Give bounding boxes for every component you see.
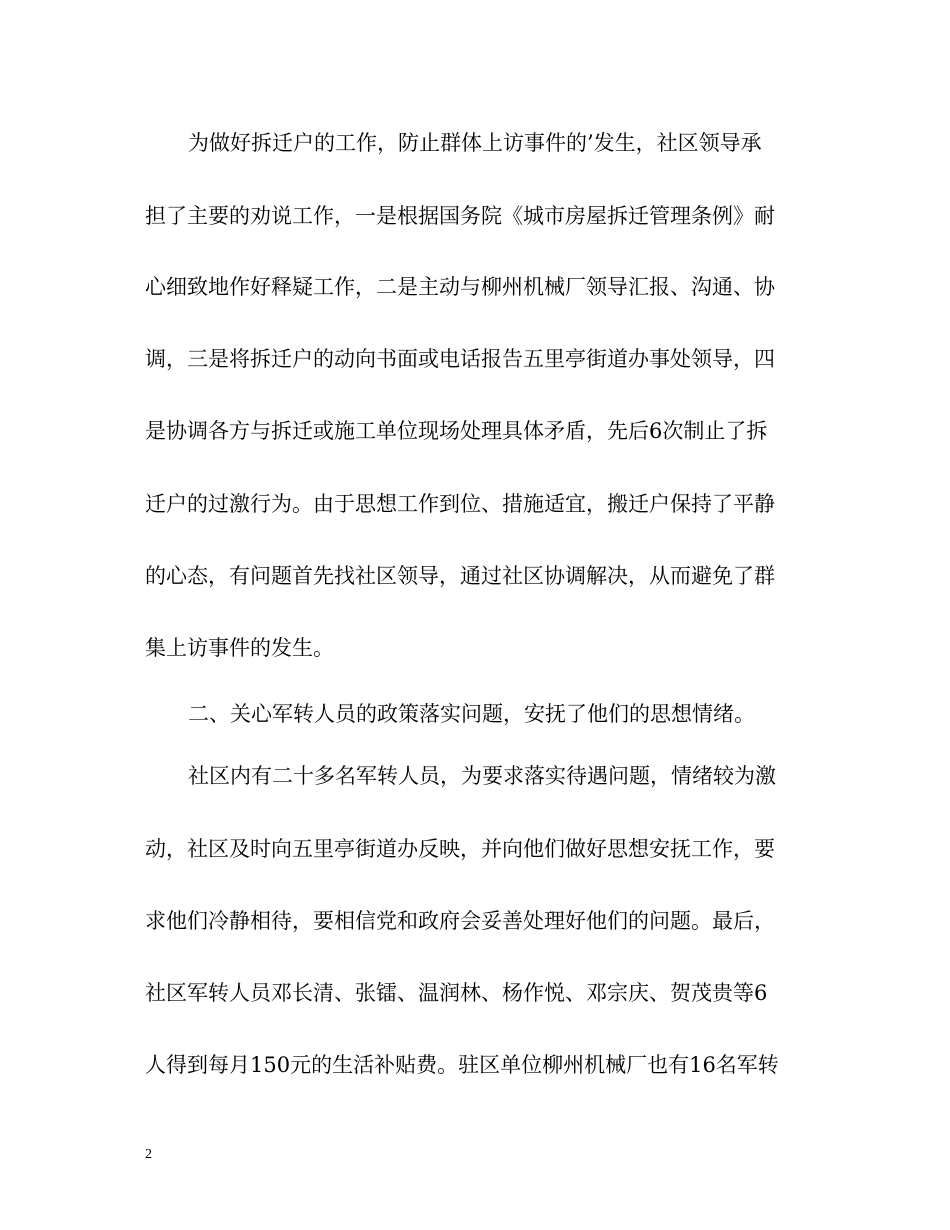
paragraph-2-line-5: 人得到每月150元的生活补贴费。驻区单位柳州机械厂也有16名军转 — [145, 1053, 779, 1077]
paragraph-2-line-1: 社区内有二十多名军转人员，为要求落实待遇问题，情绪较为激 — [188, 764, 776, 788]
paragraph-2-line-3: 求他们冷静相待，要相信党和政府会妥善处理好他们的问题。最后， — [145, 909, 775, 933]
paragraph-1-line-7: 的心态，有问题首先找社区领导，通过社区协调解决，从而避免了群 — [145, 564, 775, 588]
paragraph-2-line-4: 社区军转人员邓长清、张镭、温润林、杨作悦、邓宗庆、贺茂贵等6 — [145, 981, 768, 1005]
paragraph-1-line-2: 担了主要的劝说工作，一是根据国务院《城市房屋拆迁管理条例》耐 — [145, 204, 775, 228]
paragraph-1-line-5: 是协调各方与拆迁或施工单位现场处理具体矛盾，先后6次制止了拆 — [145, 419, 768, 443]
paragraph-1-line-4: 调，三是将拆迁户的动向书面或电话报告五里亭街道办事处领导，四 — [145, 347, 775, 371]
section-heading-2: 二、关心军转人员的政策落实问题，安抚了他们的思想情绪。 — [188, 702, 755, 726]
paragraph-2-line-2: 动，社区及时向五里亭街道办反映，并向他们做好思想安抚工作，要 — [145, 837, 775, 861]
page-number: 2 — [145, 1147, 152, 1162]
paragraph-1-line-6: 迁户的过激行为。由于思想工作到位、措施适宜，搬迁户保持了平静 — [145, 492, 775, 516]
paragraph-1-line-1: 为做好拆迁户的工作，防止群体上访事件的’发生，社区领导承 — [188, 131, 762, 155]
paragraph-1-line-8: 集上访事件的发生。 — [145, 636, 334, 660]
paragraph-1-line-3: 心细致地作好释疑工作，二是主动与柳州机械厂领导汇报、沟通、协 — [145, 275, 775, 299]
